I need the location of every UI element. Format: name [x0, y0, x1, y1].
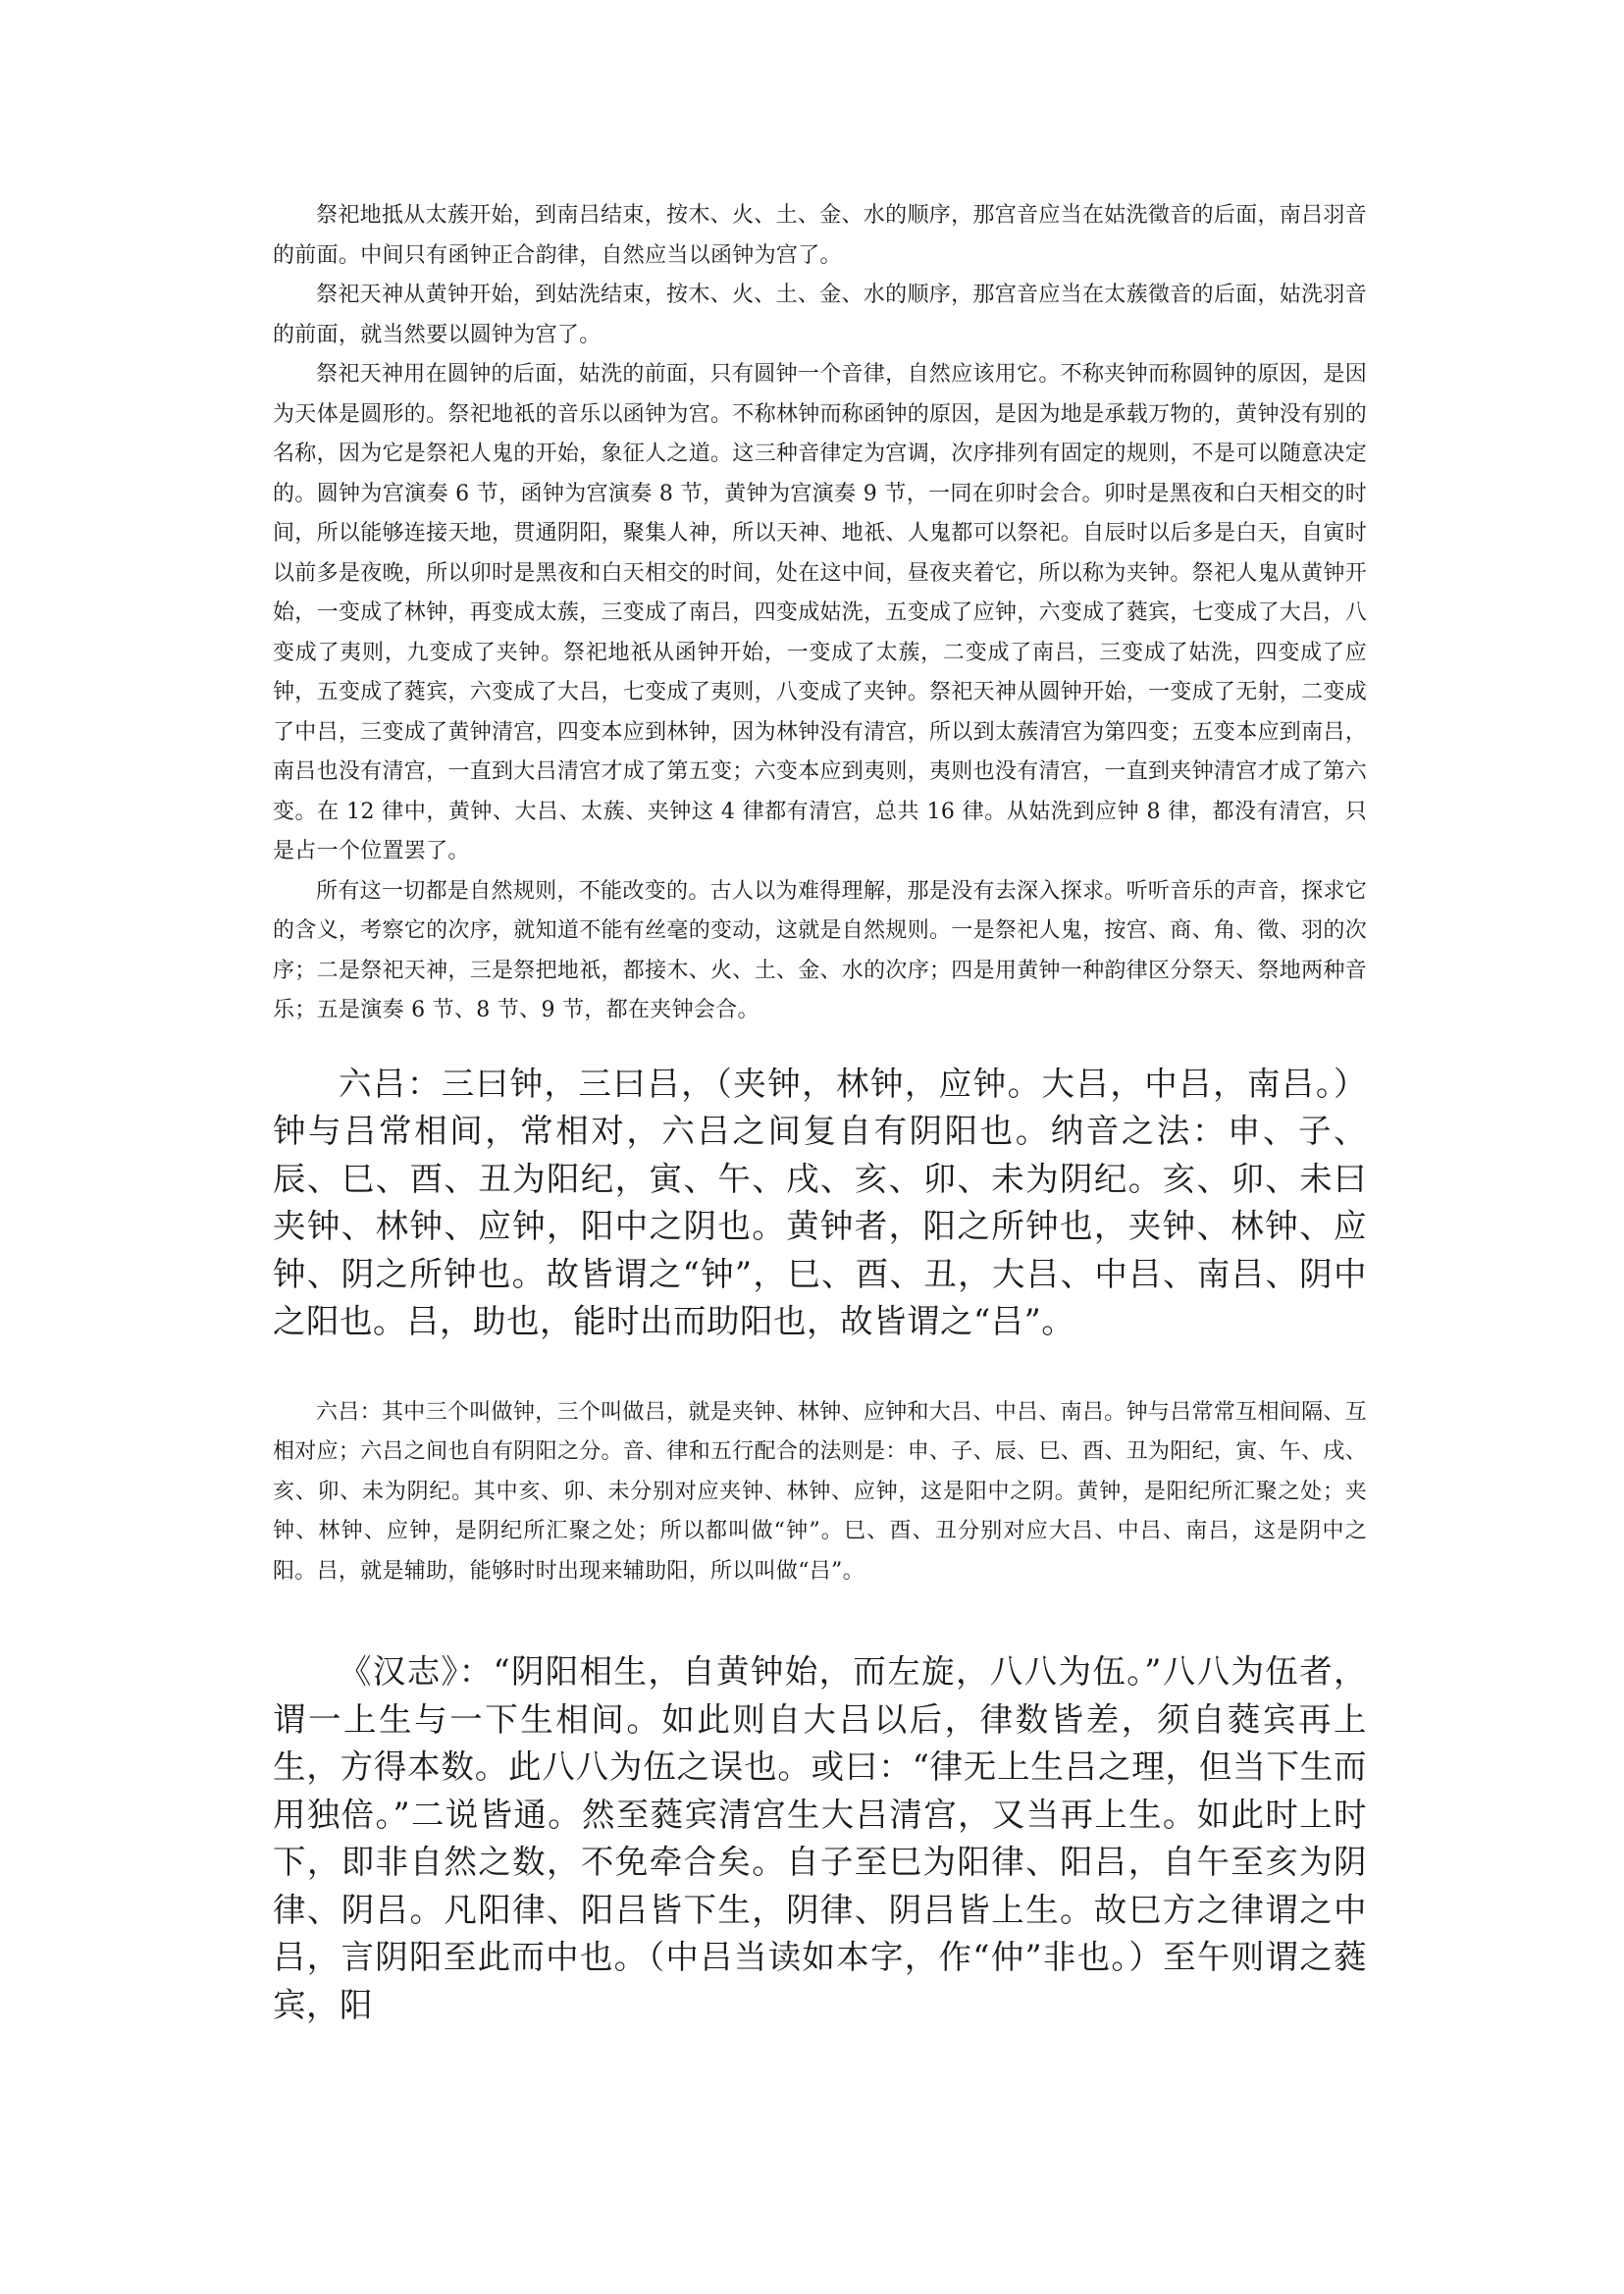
original-text-han-zhi: 《汉志》：“阴阳相生，自黄钟始，而左旋，八八为伍。”八八为伍者，谓一上生与一下生相间。如此则自大吕以后，律数皆差，须自蕤宾再上生，方得本数。此八八为伍之误也。或曰：“律无上生吕之理，但当下生而用独倍。”二说皆通。然至蕤宾清宫生大吕清宫，又当再上生。如此时上时下，即非自然之数，不免牵合矣。自子至巳为阳律、阳吕，自午至亥为阴律、阴吕。凡阳律、阳吕皆下生，阴律、阴吕皆上生。故巳方之律谓之中吕，言阴阳至此而中也。（中吕当读如本字，作“仲”非也。）至午则谓之蕤宾，阳	[273, 1652, 1367, 2024]
paragraph: 祭祀地抵从太蔟开始，到南吕结束，按木、火、土、金、水的顺序，那宫音应当在姑洗徵音的后面，南吕羽音的前面。中间只有函钟正合韵律，自然应当以函钟为宫了。	[273, 203, 1367, 268]
paragraph: 祭祀天神用在圆钟的后面，姑洗的前面，只有圆钟一个音律，自然应该用它。不称夹钟而称圆钟的原因，是因为天体是圆形的。祭祀地祇的音乐以函钟为宫。不称林钟而称函钟的原因，是因为地是承载万物的，黄钟没有别的名称，因为它是祭祀人鬼的开始，象征人之道。这三种音律定为宫调，次序排列有固定的规则，不是可以随意决定的。圆钟为宫演奏 6 节，函钟为宫演奏 8 节，黄钟为宫演奏 9 节，一同在卯时会合。卯时是黑夜和白天相交的时间，所以能够连接天地，贯通阴阳，聚集人神，所以天神、地祇、人鬼都可以祭祀。自辰时以后多是白天，自寅时以前多是夜晚，所以卯时是黑夜和白天相交的时间，处在这中间，昼夜夹着它，所以称为夹钟。祭祀人鬼从黄钟开始，一变成了林钟，再变成太蔟，三变成了南吕，四变成姑洗，五变成了应钟，六变成了蕤宾，七变成了大吕，八变成了夷则，九变成了夹钟。祭祀地祇从函钟开始，一变成了太蔟，二变成了南吕，三变成了姑洗，四变成了应钟，五变成了蕤宾，六变成了大吕，七变成了夷则，八变成了夹钟。祭祀天神从圆钟开始，一变成了无射，二变成了中吕，三变成了黄钟清宫，四变本应到林钟，因为林钟没有清宫，所以到太蔟清宫为第四变；五变本应到南吕，南吕也没有清宫，一直到大吕清宫才成了第五变；六变本应到夷则，夷则也没有清宫，一直到夹钟清宫才成了第六变。在 12 律中，黄钟、大吕、太蔟、夹钟这 4 律都有清宫，总共 16 律。从姑洗到应钟 8 律，都没有清宫，只是占一个位置罢了。	[273, 362, 1368, 863]
translation-block-1	[273, 196, 1367, 1031]
paragraph: 六吕：其中三个叫做钟，三个叫做吕，就是夹钟、林钟、应钟和大吕、中吕、南吕。钟与吕常常互相间隔、互相对应；六吕之间也自有阴阳之分。音、律和五行配合的法则是：申、子、辰、巳、酉、丑为阳纪，寅、午、戌、亥、卯、未为阴纪。其中亥、卯、未分别对应夹钟、林钟、应钟，这是阳中之阴。黄钟，是阳纪所汇聚之处；夹钟、林钟、应钟，是阴纪所汇聚之处；所以都叫做“钟”。巳、酉、丑分别对应大吕、中吕、南吕，这是阴中之阳。吕，就是辅助，能够时时出现来辅助阳，所以叫做“吕”。	[273, 1399, 1368, 1584]
document-page	[273, 196, 1367, 2029]
paragraph: 祭祀天神从黄钟开始，到姑洗结束，按木、火、土、金、水的顺序，那宫音应当在太蔟徵音的后面，姑洗羽音的前面，就当然要以圆钟为宫了。	[273, 283, 1367, 347]
original-text-liu-lv: 六吕：三曰钟，三曰吕，（夹钟，林钟，应钟。大吕，中吕，南吕。）钟与吕常相间，常相对，六吕之间复自有阴阳也。纳音之法：申、子、辰、巳、酉、丑为阳纪，寅、午、戌、亥、卯、未为阴纪。亥、卯、未曰夹钟、林钟、应钟，阳中之阴也。黄钟者，阳之所钟也，夹钟、林钟、应钟、阴之所钟也。故皆谓之“钟”，巳、酉、丑，大吕、中吕、南吕、阴中之阳也。吕，助也，能时出而助阳也，故皆谓之“吕”。	[273, 1064, 1367, 1340]
paragraph: 所有这一切都是自然规则，不能改变的。古人以为难得理解，那是没有去深入探求。听听音乐的声音，探求它的含义，考察它的次序，就知道不能有丝毫的变动，这就是自然规则。一是祭祀人鬼，按宫、商、角、徵、羽的次序；二是祭祀天神，三是祭把地祇，都接木、火、土、金、水的次序；四是用黄钟一种韵律区分祭天、祭地两种音乐；五是演奏 6 节、8 节、9 节，都在夹钟会合。	[273, 878, 1368, 1022]
translation-block-2	[273, 1393, 1367, 1592]
